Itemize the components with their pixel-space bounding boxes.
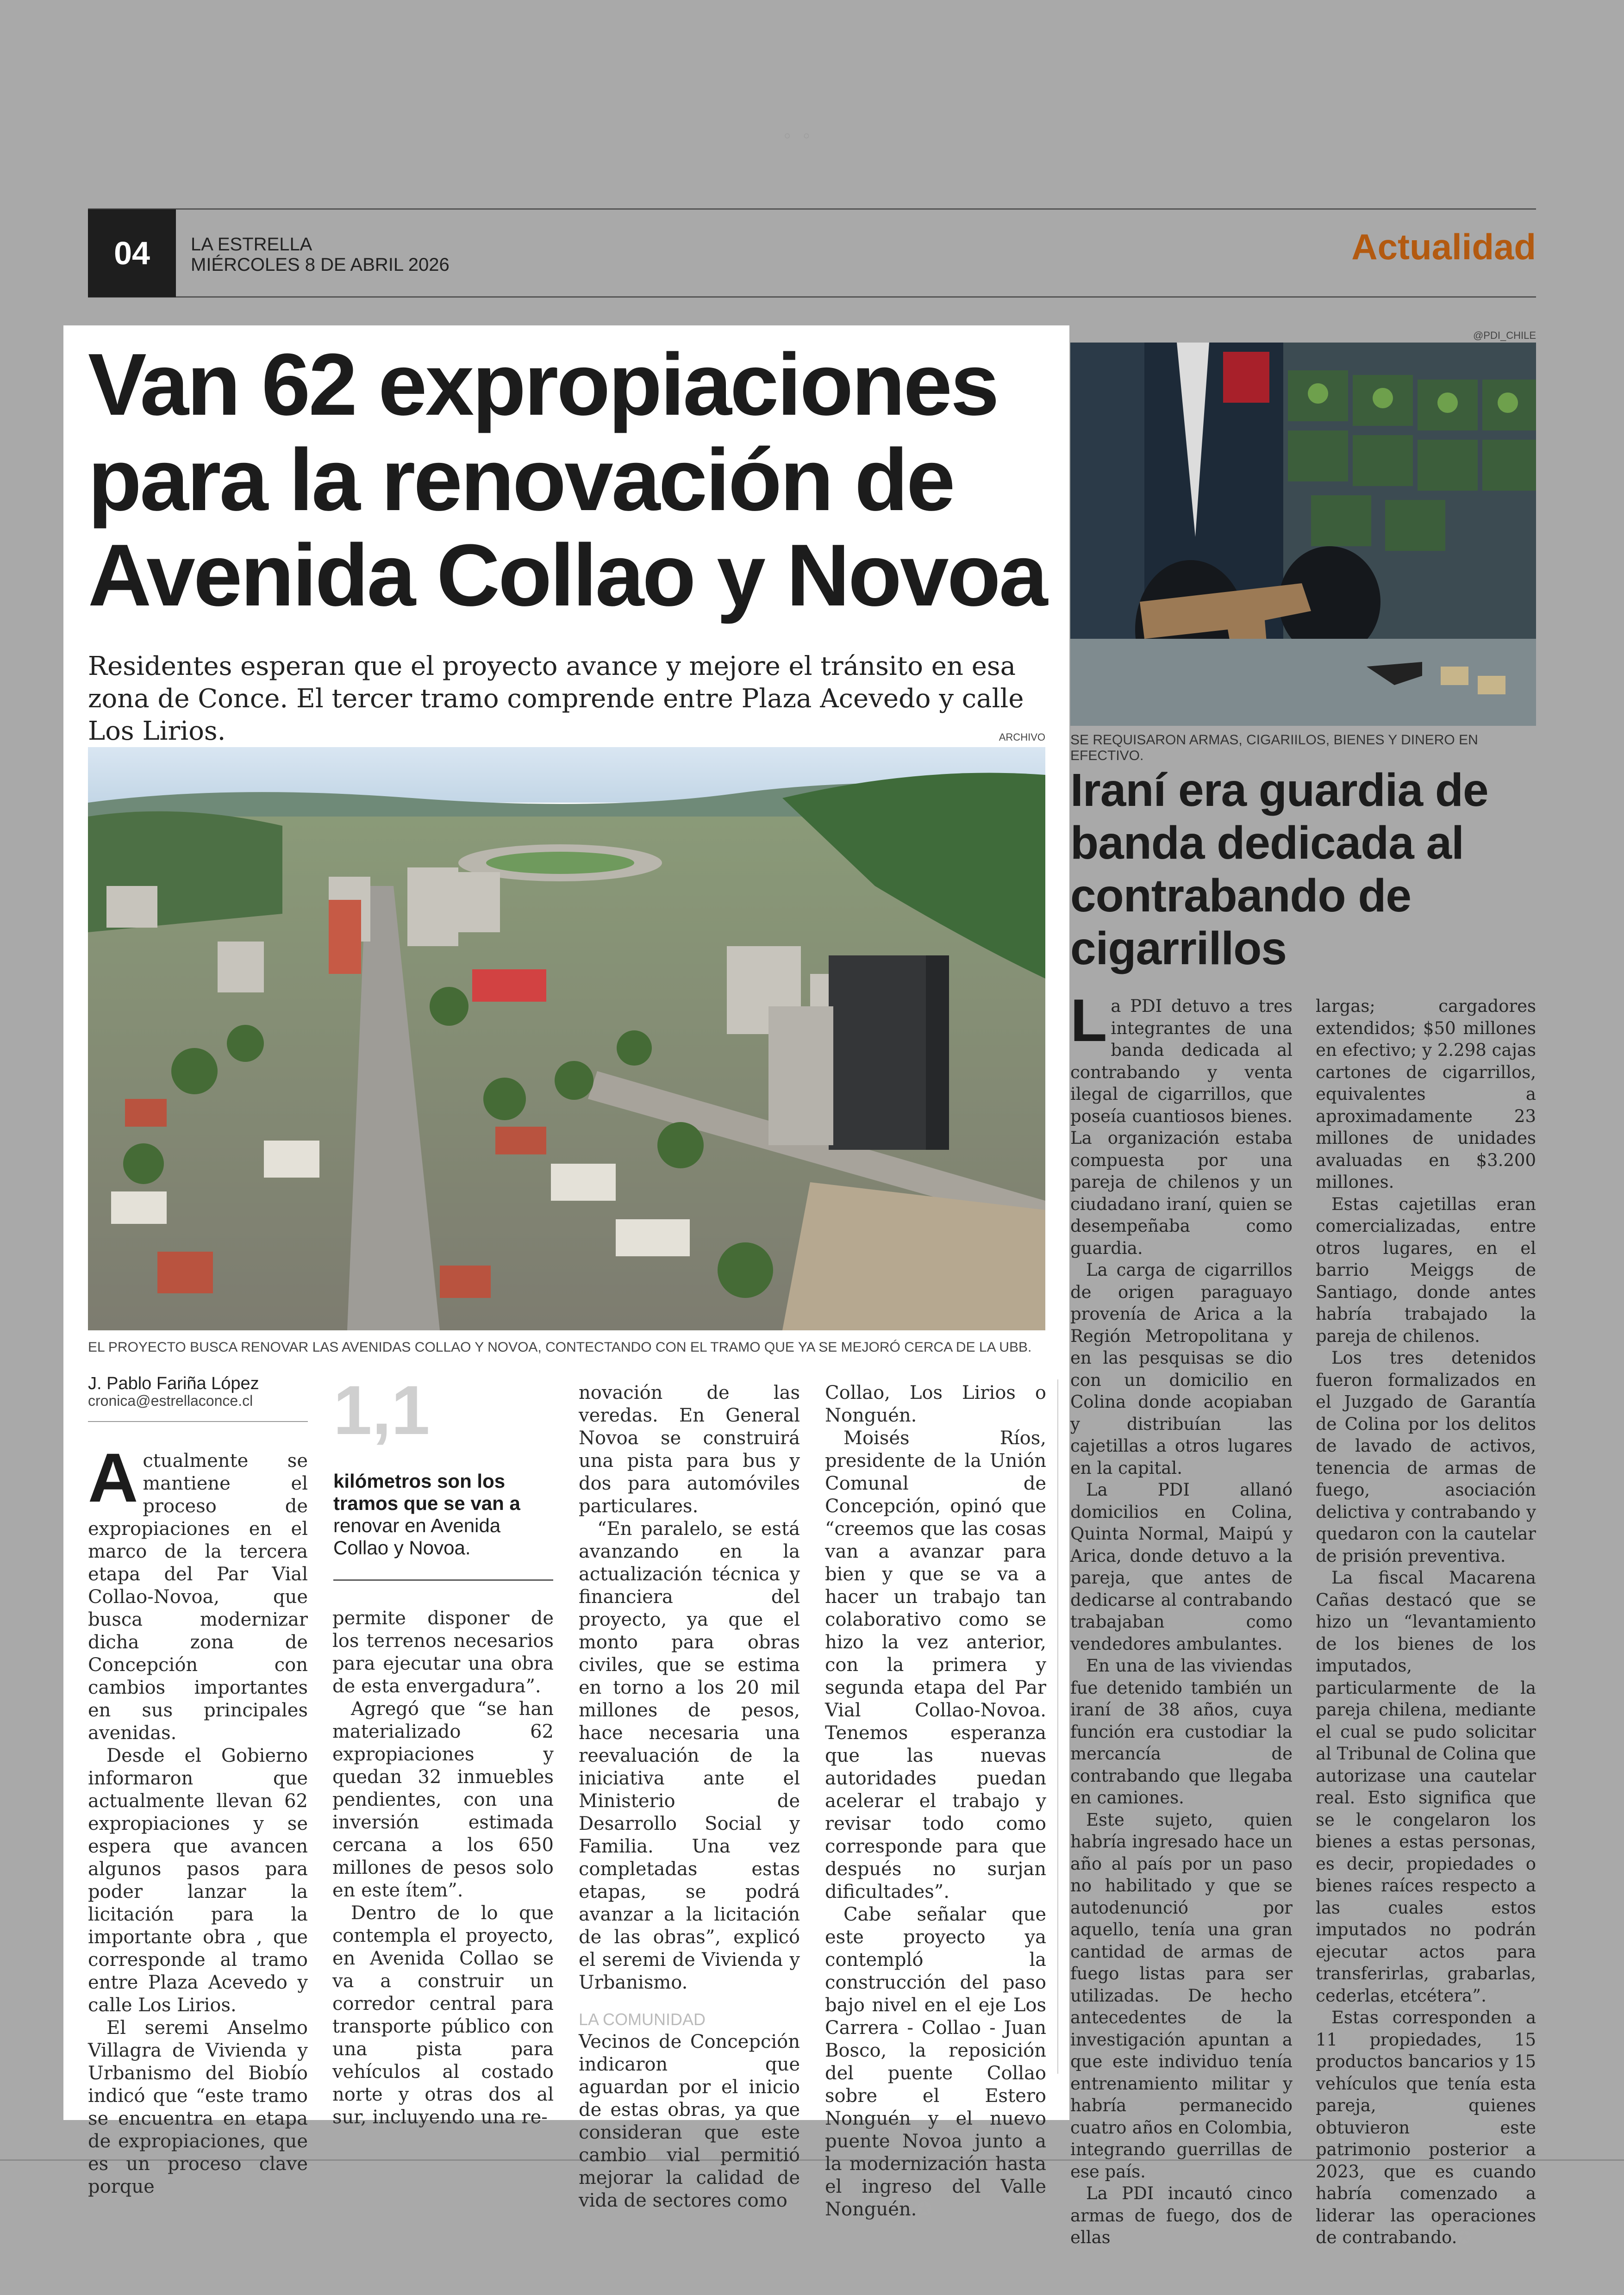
main-column-2 bbox=[332, 1607, 554, 2129]
main-col3-p3: Vecinos de Concepción indicaron que aguardan por el inicio de estas obras, ya que consideran que este cambio vial permitió mejorar la calidad de vida de sectores como bbox=[579, 2031, 800, 2211]
main-col2-p3: Dentro de lo que contempla el proyecto, en Avenida Collao se va a construir un corredor central para transporte público con una pista para vehículos al costado norte y otras dos al sur, incluyendo una re- bbox=[332, 1902, 554, 2128]
main-subheadline: Residentes esperan que el proyecto avance y mejore el tránsito en esa zona de Conce. El tercer tramo comprende entre Plaza Acevedo y calle Los Lirios. bbox=[88, 651, 1024, 746]
publication-date: MIÉRCOLES 8 DE ABRIL 2026 bbox=[191, 255, 450, 275]
main-col3-p2: “En paralelo, se está avanzando en la actualización técnica y financiera del proyecto, ya que el monto para obras civiles, que se estima en torno a los 20 mil millones de pesos, hace necesaria una reevaluación de la iniciativa ante el Ministerio de Desarrollo Social y Familia. Una vez completadas estas etapas, se podrá avanzar a la licitación de las obras”, explicó el seremi de Vivienda y Urbanismo. bbox=[579, 1518, 800, 1993]
side-col2-p2: Estas cajetillas eran comercializadas, entre otros lugares, en el barrio Meiggs de Santiago, donde antes habría trabajado la pareja de chilenos. bbox=[1316, 1194, 1536, 1346]
main-headline: Van 62 expropiaciones para la renovación de Avenida Collao y Novoa bbox=[88, 336, 1046, 624]
main-column-4 bbox=[825, 1382, 1046, 2221]
author-email[interactable]: cronica@estrellaconce.cl bbox=[88, 1392, 253, 1409]
side-col1-p2: La carga de cigarrillos de origen paraguayo provenía de Arica a la Región Metropolitana y en las pesquisas se dio con un domicilio en Colina donde acopiaban y distribuían las cajetillas a otros lugares en la capital. bbox=[1070, 1260, 1293, 1478]
main-col1-p2: Desde el Gobierno informaron que actualmente llevan 62 expropiaciones y se espera que avancen algunos pasos para poder lanzar la licitación para la importante obra , que corresponde al tramo entre Plaza Acevedo y calle Los Lirios. bbox=[88, 1745, 308, 2016]
fact-box-rest-text: renovar en Avenida Collao y Novoa. bbox=[333, 1515, 501, 1559]
page-scroll-indicator: ◦◦ bbox=[782, 127, 821, 146]
side-column-1 bbox=[1070, 986, 1293, 2249]
column-divider bbox=[1057, 1379, 1058, 2074]
side-col2-p4: La fiscal Macarena Cañas destacó que se hizo un “levantamiento de los bienes de los imputados, particularmente de la pareja chilena, mediante el cual se pudo solicitar al Tribunal de Colina que autorizase una cautelar real. Esto significa que se le congelaron los bienes a estas personas, es decir, propiedades o bienes raíces respecto a las cuales estos imputados no podrán ejecutar actos para transferirlas, grabarlas, cederlas, etcétera”. bbox=[1316, 1568, 1536, 2006]
main-col1-p1: ctualmente se mantiene el proceso de expropiaciones en el marco de la tercera etapa del Par Vial Collao-Novoa, que busca modernizar dicha zona de Concepción con cambios importantes en sus principales avenidas. bbox=[88, 1450, 308, 1744]
side-photo-credit: @PDI_CHILE bbox=[1473, 330, 1536, 341]
side-photo-caption: SE REQUISARON ARMAS, CIGARIILOS, BIENES Y DINERO EN EFECTIVO. bbox=[1070, 732, 1478, 763]
main-col3-subhead: LA COMUNIDAD bbox=[579, 2010, 706, 2029]
side-end-mark-icon: ✪ bbox=[1457, 2227, 1472, 2247]
main-col3-p1: novación de las veredas. En General Novoa se construirá una pista para bus y dos para automóviles particulares. bbox=[579, 1382, 800, 1517]
fact-box-bold-text: kilómetros son los tramos que se van a bbox=[333, 1470, 520, 1514]
author-name: J. Pablo Fariña López bbox=[88, 1374, 259, 1393]
main-col4-p1: Collao, Los Lirios o Nonguén. bbox=[825, 1382, 1046, 1426]
main-col4-p3: Cabe señalar que este proyecto ya contempló la construcción del paso bajo nivel en el eje Los Carrera - Collao - Juan Bosco, la reposición del puente Collao sobre el Estero Nonguén y el nuevo puente Novoa junto a la modernización hasta el ingreso del Valle Nonguén. bbox=[825, 1904, 1046, 2220]
main-column-1 bbox=[88, 1439, 308, 2198]
side-col2-p1: largas; cargadores extendidos; $50 millones en efectivo; y 2.298 cajas cartones de cigarrillos, equivalentes a aproximadamente 23 millones de unidades avaluadas en $3.200 millones. bbox=[1316, 996, 1536, 1192]
main-dropcap: A bbox=[88, 1439, 138, 1516]
author-rule bbox=[88, 1421, 308, 1422]
side-col2-p3: Los tres detenidos fueron formalizados en el Juzgado de Garantía de Colina por los delitos de lavado de activos, tenencia de armas de fuego, asociación delictiva y contrabando y quedaron con la cautelar de prisión preventiva. bbox=[1316, 1348, 1536, 1566]
fact-box-rule bbox=[333, 1579, 553, 1581]
main-column-3 bbox=[579, 1382, 800, 2212]
side-col1-p4: En una de las viviendas fue detenido también un iraní de 38 años, cuya función era custodiar la mercancía de contrabando que llegaba en camiones. bbox=[1070, 1656, 1293, 1808]
publication-name: LA ESTRELLA bbox=[191, 234, 312, 255]
aerial-city-photo bbox=[88, 747, 1045, 1330]
main-col4-p2: Moisés Ríos, presidente de la Unión Comunal de Concepción, opinó que “creemos que las cosas van a avanzar para bien y que se va a hacer un trabajo tan colaborativo como se hizo la vez anterior, con la primera y segunda etapa del Par Vial Collao-Novoa. Tenemos esperanza que las nuevas autoridades puedan acelerar el trabajo y revisar todo como corresponde para que después no surjan dificultades”. bbox=[825, 1428, 1046, 1902]
side-col1-p3: La PDI allanó domicilios en Colina, Quinta Normal, Maipú y Arica, donde detuvo a la pareja, que antes de dedicarse al contrabando trabajaban como vendedores ambulantes. bbox=[1070, 1480, 1293, 1654]
main-col2-p2: Agregó que “se han materializado 62 expropiaciones y quedan 32 inmuebles pendientes, con una inversión estimada cercana a los 650 millones de pesos solo en este ítem”. bbox=[332, 1698, 554, 1901]
page-number: 04 bbox=[88, 209, 176, 297]
header-bottom-rule bbox=[88, 296, 1536, 298]
main-col2-p1: permite disponer de los terrenos necesarios para ejecutar una obra de esta envergadura”. bbox=[332, 1608, 554, 1697]
side-col1-p6: La PDI incautó cinco armas de fuego, dos de ellas bbox=[1070, 2183, 1293, 2247]
main-photo-caption: EL PROYECTO BUSCA RENOVAR LAS AVENIDAS COLLAO Y NOVOA, CONTECTANDO CON EL TRAMO QUE YA SE MEJORÓ CERCA DE LA UBB. bbox=[88, 1340, 1032, 1355]
side-dropcap: L bbox=[1070, 986, 1107, 1054]
seized-weapons-photo bbox=[1070, 343, 1536, 726]
main-end-mark-icon: ✪ bbox=[917, 2199, 932, 2220]
main-photo-credit: ARCHIVO bbox=[999, 731, 1045, 743]
section-title: Actualidad bbox=[1351, 226, 1536, 267]
side-column-2 bbox=[1316, 995, 1536, 2249]
fact-box-number: 1,1 bbox=[333, 1371, 430, 1449]
side-col1-p1: a PDI detuvo a tres integrantes de una banda dedicada al contrabando y venta ilegal de cigarrillos, que poseía cuantiosos bienes. La organización estaba compuesta por una pareja de chilenos y un ciudadano iraní, quien se desempeñaba como guardia. bbox=[1070, 996, 1293, 1258]
side-col2-p5: Estas corresponden a 11 propiedades, 15 productos bancarios y 15 vehículos que tenía esta pareja, quienes obtuvieron este patrimonio posterior a 2023, que es cuando habría comenzado a liderar las operaciones de contrabando. bbox=[1316, 2008, 1536, 2247]
side-headline: Iraní era guardia de banda dedicada al contrabando de cigarrillos bbox=[1070, 764, 1488, 974]
side-col1-p5: Este sujeto, quien habría ingresado hace un año al país por un paso no habilitado y que se autodenunció por aquello, tenía una gran cantidad de armas de fuego listas para ser utilizadas. De hecho antecedentes de la investigación apuntan a que este individuo tenía entrenamiento militar y habría permanecido cuatro años en Colombia, integrando guerrillas de ese país. bbox=[1070, 1809, 1293, 2182]
main-col1-p3: El seremi Anselmo Villagra de Vivienda y Urbanismo del Biobío indicó que “este tramo se encuentra en etapa de expropiaciones, que es un proceso clave porque bbox=[88, 2017, 308, 2197]
header-top-rule bbox=[88, 208, 1536, 210]
fact-box-text bbox=[333, 1470, 556, 1559]
